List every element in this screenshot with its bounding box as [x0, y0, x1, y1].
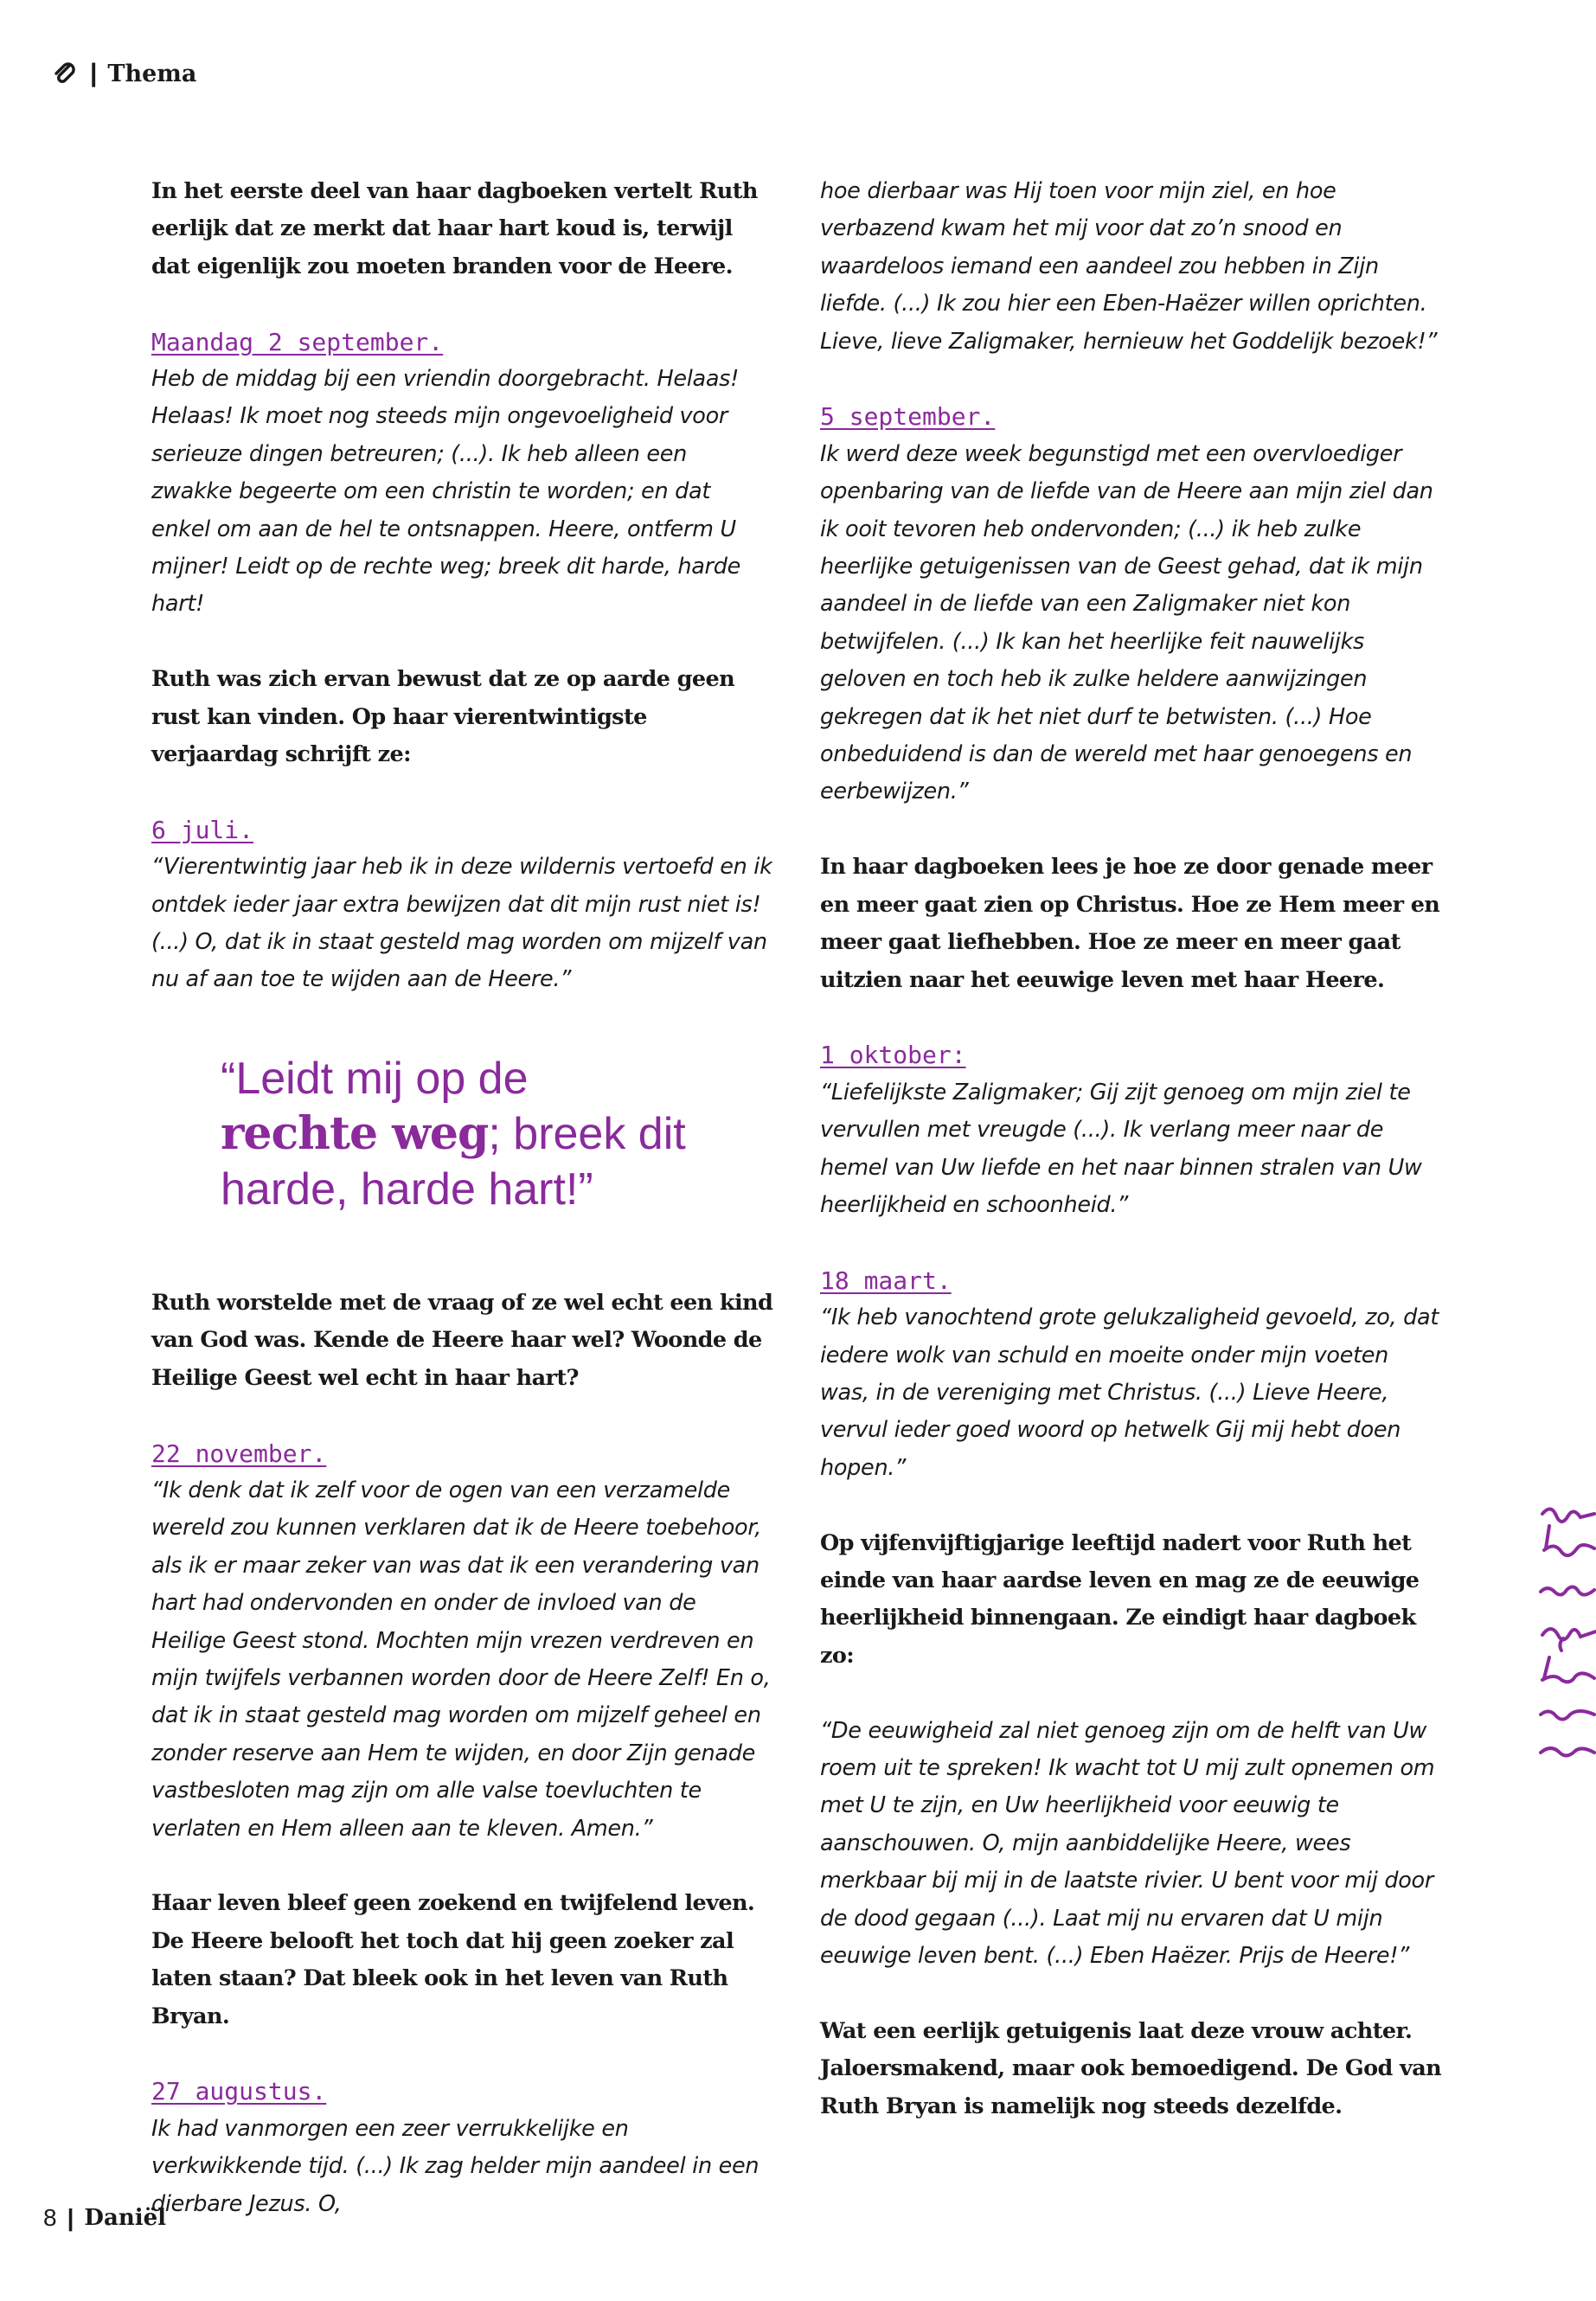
left-column	[151, 173, 774, 2223]
diary-entry: Heb de middag bij een vriendin doorgebracht. Helaas! Helaas! Ik moet nog steeds mijn ongevoeligheid voor serieuze dingen betreuren; (...). Ik heb alleen een zwakke begeerte om een christin te worden; en dat enkel om aan de hel te ontsnappen. Heere, ontferm U mijner! Leidt op de rechte weg; breek dit harde, harde hart!	[151, 366, 740, 618]
page-number: 8	[43, 2204, 57, 2231]
diary-entry: “Liefelijkste Zaligmaker; Gij zijt genoeg om mijn ziel te vervullen met vreugde (...). Ik verlang meer naar de hemel van Uw liefde en het naar binnen stralen van Uw heerlijkheid en schoonheid.”	[820, 1079, 1422, 1218]
page-header	[52, 59, 196, 88]
paperclip-icon	[52, 61, 78, 87]
final-diary-quote: “De eeuwigheid zal niet genoeg zijn om de helft van Uw roem uit te spreken! Ik wacht tot U mij zult opnemen om met U te zijn, en Uw heerlijkheid voor eeuwig te aanschouwen. O, mijn aanbiddelijke Heere, wees merkbaar bij mij in de laatste rivier. U bent voor mij door de dood gegaan (...). Laat mij nu ervaren dat U mijn eeuwige leven bent. (...) Eben Haëzer. Prijs de Heere!”	[820, 1717, 1435, 1969]
diary-date: 27 augustus.	[151, 2077, 327, 2106]
body-paragraph: Ruth was zich ervan bewust dat ze op aarde geen rust kan vinden. Op haar vierentwintigste verjaardag schrijft ze:	[151, 666, 735, 768]
diary-entry: “Ik denk dat ik zelf voor de ogen van een verzamelde wereld zou kunnen verklaren dat ik de Heere toebehoor, als ik er maar zeker van was dat ik een verandering van hart had ondervonden en onder de invloed van de Heilige Geest stond. Mochten mijn vrezen verdreven en mijn twijfels verbannen worden door de Heere Zelf! En o, dat ik in staat gesteld mag worden om mijzelf geheel en zonder reserve aan Hem te wijden, en door Zijn genade vastbesloten mag zijn om alle valse toevluchten te verlaten en Hem alleen aan te kleven. Amen.”	[151, 1477, 771, 1842]
intro-paragraph: In het eerste deel van haar dagboeken vertelt Ruth eerlijk dat ze merkt dat haar hart koud is, terwijl dat eigenlijk zou moeten branden voor de Heere.	[151, 178, 758, 279]
diary-date: 6 juli.	[151, 815, 254, 844]
diary-entry: “Vierentwintig jaar heb ik in deze wildernis vertoefd en ik ontdek ieder jaar extra bewijzen dat dit mijn rust niet is! (...) O, dat ik in staat gesteld mag worden om mijzelf van nu af aan toe te wijden aan de Heere.”	[151, 854, 772, 993]
diary-date: 1 oktober:	[820, 1041, 966, 1070]
body-paragraph: In haar dagboeken lees je hoe ze door genade meer en meer gaat zien op Christus. Hoe ze Hem meer en meer gaat liefhebben. Hoe ze meer en meer gaat uitzien naar het eeuwige leven met haar Heere.	[820, 854, 1440, 993]
closing-paragraph: Wat een eerlijk getuigenis laat deze vrouw achter. Jaloersmakend, maar ook bemoedigend. De God van Ruth Bryan is namelijk nog steeds dezelfde.	[820, 2017, 1442, 2119]
diary-entry-continued: hoe dierbaar was Hij toen voor mijn ziel, en hoe verbazend kwam het mij voor dat zo’n snood en waardeloos iemand een aandeel zou hebben in Zijn liefde. (...) Ik zou hier een Eben-Haëzer willen oprichten. Lieve, lieve Zaligmaker, hernieuw het Goddelijk bezoek!”	[820, 178, 1438, 355]
pull-quote	[221, 1051, 757, 1217]
pull-quote-highlight: rechte weg	[221, 1106, 489, 1160]
diary-date: Maandag 2 september.	[151, 327, 444, 356]
body-paragraph: Haar leven bleef geen zoekend en twijfelend leven. De Heere belooft het toch dat hij geen zoeker zal laten staan? Dat bleek ook in het leven van Ruth Bryan.	[151, 1890, 755, 2029]
header-separator: |	[90, 59, 98, 87]
diary-entry: Ik had vanmorgen een zeer verrukkelijke en verkwikkende tijd. (...) Ik zag helder mijn aandeel in een dierbare Jezus. O,	[151, 2115, 760, 2217]
page-footer	[43, 2204, 166, 2232]
right-column	[820, 173, 1443, 2125]
body-paragraph: Ruth worstelde met de vraag of ze wel echt een kind van God was. Kende de Heere haar wel? Woonde de Heilige Geest wel echt in haar hart?	[151, 1289, 773, 1391]
pull-quote-end: ; breek dit harde, harde hart!”	[221, 1108, 686, 1215]
magazine-name: Daniël	[84, 2205, 167, 2231]
section-title: Thema	[107, 60, 197, 87]
diary-entry: “Ik heb vanochtend grote gelukzaligheid gevoeld, zo, dat iedere wolk van schuld en moeite onder mijn voeten was, in de vereniging met Christus. (...) Lieve Heere, vervul ieder goed woord op hetwelk Gij mij hebt doen hopen.”	[820, 1304, 1439, 1481]
body-paragraph: Op vijfenvijftigjarige leeftijd nadert voor Ruth het einde van haar aardse leven en mag ze de eeuwige heerlijkheid binnengaan. Ze eindigt haar dagboek zo:	[820, 1529, 1420, 1669]
diary-date: 5 september.	[820, 402, 996, 432]
pull-quote-start: “Leidt mij op de	[221, 1053, 529, 1104]
diary-date: 22 november.	[151, 1439, 327, 1468]
diary-entry: Ik werd deze week begunstigd met een overvloediger openbaring van de liefde van de Heere aan mijn ziel dan ik ooit tevoren heb ondervonden; (...) ik heb zulke heerlijke getuigenissen van de Geest gehad, dat ik mijn aandeel in de liefde van een Zaligmaker niet kon betwijfelen. (...) Ik kan het heerlijke feit nauwelijks geloven en toch heb ik zulke heldere aanwijzingen gekregen dat ik het niet durf te betwisten. (...) Hoe onbeduidend is dan de wereld met haar genoegens en eerbewijzen.”	[820, 440, 1433, 805]
footer-separator: |	[67, 2204, 74, 2231]
handwriting-decoration	[1535, 1497, 1596, 1791]
diary-date: 18 maart.	[820, 1266, 952, 1295]
